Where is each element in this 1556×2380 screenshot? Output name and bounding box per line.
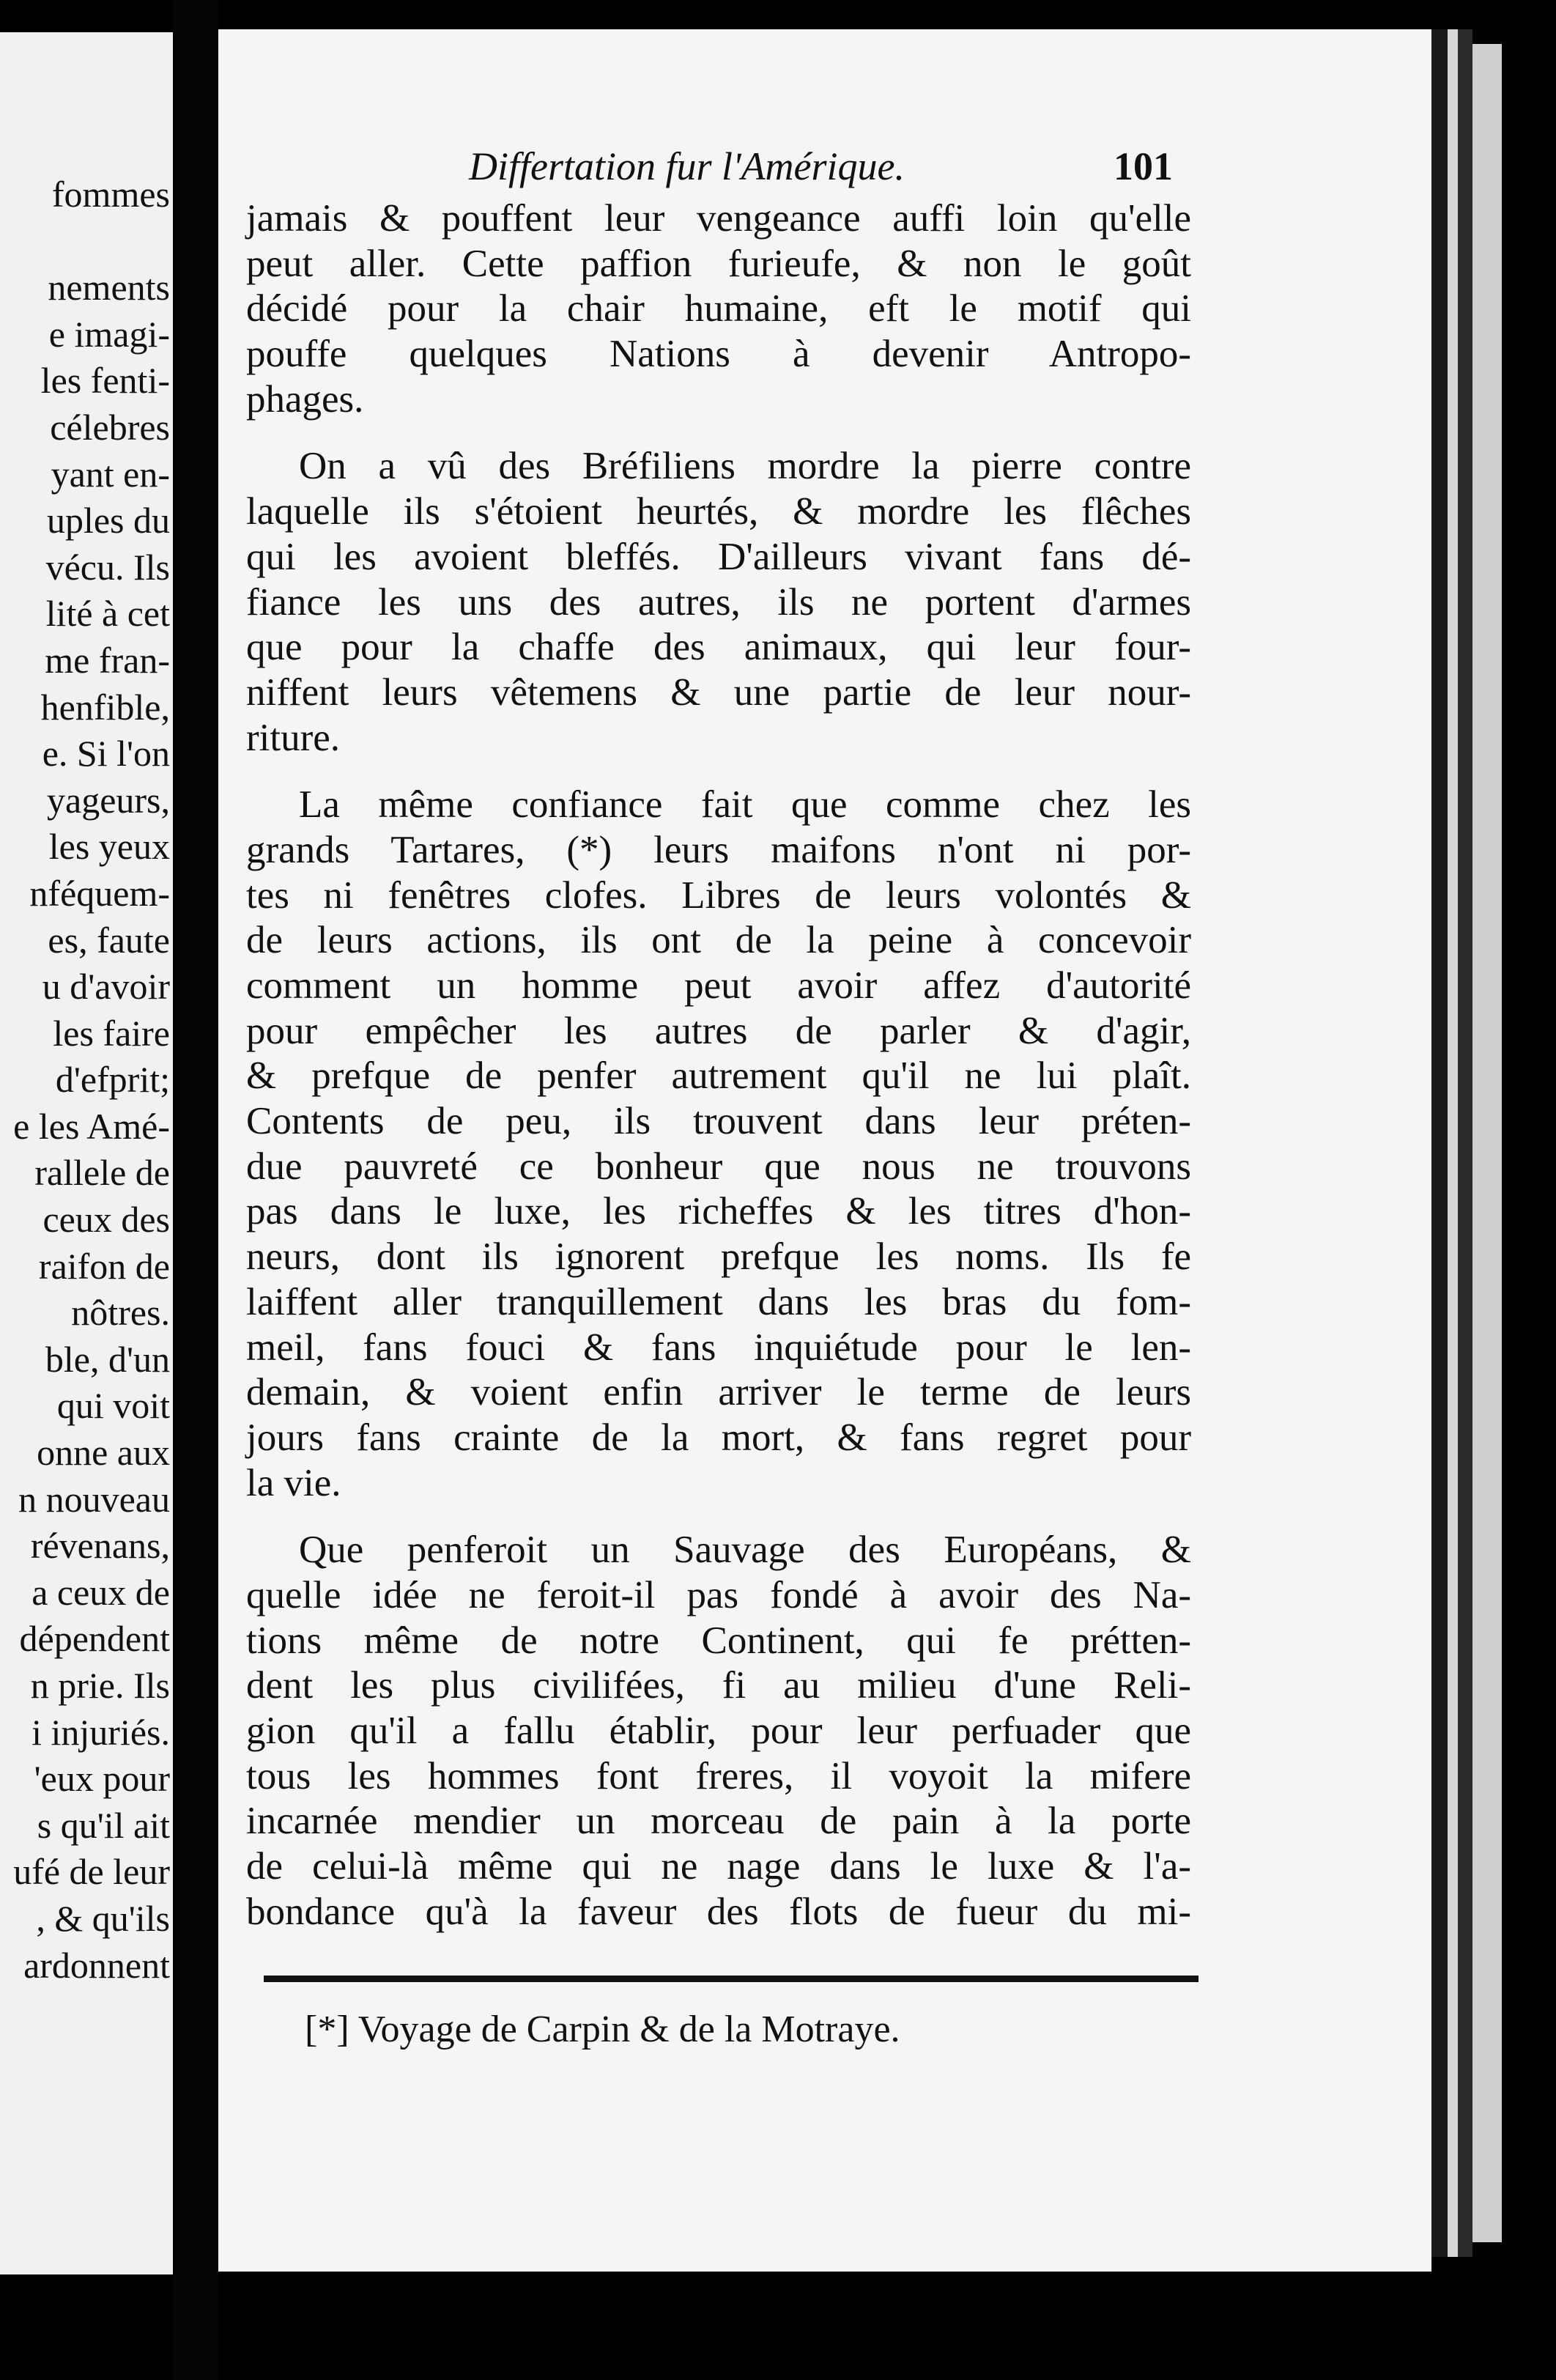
left-page-line: a ceux de bbox=[32, 1571, 170, 1613]
left-page-line: me fran- bbox=[45, 639, 170, 681]
text-line: pas dans le luxe, les richeffes & les titres d'hon- bbox=[246, 1190, 1191, 1233]
left-page-line: u d'avoir bbox=[42, 966, 170, 1008]
left-page-line: ufé de leur bbox=[13, 1851, 170, 1893]
left-page-line: ble, d'un bbox=[45, 1338, 170, 1380]
text-line: tions même de notre Continent, qui fe prétten- bbox=[246, 1619, 1191, 1662]
text-line: Que penferoit un Sauvage des Européans, & bbox=[299, 1529, 1191, 1572]
left-page bbox=[0, 32, 173, 2274]
text-line: & prefque de penfer autrement qu'il ne lui plaît. bbox=[246, 1054, 1191, 1098]
left-page-line: rallele de bbox=[34, 1152, 170, 1194]
paragraph bbox=[246, 196, 1191, 422]
left-page-line: nements bbox=[48, 267, 170, 308]
text-line: due pauvreté ce bonheur que nous ne trouvons bbox=[246, 1145, 1191, 1188]
left-page-line: raifon de bbox=[38, 1245, 170, 1287]
text-line: Contents de peu, ils trouvent dans leur préten- bbox=[246, 1100, 1191, 1143]
footnote-rule bbox=[264, 1976, 1199, 1982]
text-line: fiance les uns des autres, ils ne portent d'armes bbox=[246, 580, 1191, 624]
text-line: riture. bbox=[246, 716, 341, 759]
running-header bbox=[469, 144, 1201, 202]
text-line: tes ni fenêtres clofes. Libres de leurs volontés & bbox=[246, 873, 1191, 917]
paragraph-gap bbox=[246, 422, 1191, 444]
left-page-line: les yeux bbox=[48, 826, 170, 868]
left-page-line: dépendent bbox=[19, 1618, 170, 1660]
left-page-line: e les Amé- bbox=[13, 1105, 170, 1147]
page-edge bbox=[1431, 29, 1448, 2257]
text-line: dent les plus civilifées, fi au milieu d'une Reli- bbox=[246, 1664, 1191, 1707]
left-page-line: lité à cet bbox=[45, 593, 170, 635]
text-line: La même confiance fait que comme chez les bbox=[299, 783, 1191, 827]
footnote: [*] Voyage de Carpin & de la Motraye. bbox=[305, 2008, 900, 2050]
paragraph bbox=[246, 444, 1191, 761]
text-line: la vie. bbox=[246, 1461, 341, 1504]
left-page-line: fommes bbox=[51, 174, 170, 215]
left-page-line: 'eux pour bbox=[34, 1758, 170, 1800]
text-line: tous les hommes font freres, il voyoit la mifere bbox=[246, 1754, 1191, 1797]
left-page-line: ardonnent bbox=[23, 1944, 170, 1986]
paragraph-gap bbox=[246, 761, 1191, 783]
left-page-line: qui voit bbox=[56, 1385, 170, 1427]
left-page-line: i injuriés. bbox=[32, 1711, 170, 1753]
left-page-line: d'efprit; bbox=[55, 1059, 170, 1101]
left-page-line: n prie. Ils bbox=[30, 1665, 170, 1706]
text-line: incarnée mendier un morceau de pain à la porte bbox=[246, 1800, 1191, 1843]
left-page-line: yant en- bbox=[51, 453, 170, 495]
left-page-line: vécu. Ils bbox=[45, 546, 170, 588]
text-line: meil, fans fouci & fans inquiétude pour le len- bbox=[246, 1326, 1191, 1369]
text-line: demain, & voient enfin arriver le terme de leurs bbox=[246, 1371, 1191, 1414]
left-page-line: les fenti- bbox=[40, 360, 170, 402]
page-edge bbox=[1472, 44, 1502, 2242]
left-page-line: nôtres. bbox=[71, 1292, 170, 1334]
left-page-text bbox=[0, 171, 173, 1989]
text-line: comment un homme peut avoir affez d'autorité bbox=[246, 964, 1191, 1007]
left-page-line: révenans, bbox=[30, 1525, 170, 1567]
left-page-line: henfible, bbox=[40, 686, 170, 728]
text-line: de leurs actions, ils ont de la peine à concevoir bbox=[246, 919, 1191, 962]
text-line: On a vû des Bréfiliens mordre la pierre contre bbox=[299, 445, 1191, 488]
left-page-line: , & qu'ils bbox=[36, 1897, 170, 1939]
text-line: pour empêcher les autres de parler & d'agir, bbox=[246, 1009, 1191, 1052]
text-line: décidé pour la chair humaine, eft le motif qui bbox=[246, 287, 1191, 330]
body-text bbox=[246, 196, 1191, 1934]
paragraph bbox=[246, 1528, 1191, 1934]
paragraph bbox=[246, 783, 1191, 1506]
text-line: bondance qu'à la faveur des flots de fueur du mi- bbox=[246, 1890, 1191, 1933]
text-line: grands Tartares, (*) leurs maifons n'ont ni por- bbox=[246, 828, 1191, 871]
text-line: que pour la chaffe des animaux, qui leur four- bbox=[246, 626, 1191, 669]
text-line: laiffent aller tranquillement dans les bras du fom- bbox=[246, 1280, 1191, 1323]
text-line: qui les avoient bleffés. D'ailleurs vivant fans dé- bbox=[246, 535, 1191, 578]
text-line: peut aller. Cette paffion furieufe, & non le goût bbox=[246, 242, 1191, 285]
text-line: de celui-là même qui ne nage dans le luxe & l'a- bbox=[246, 1845, 1191, 1888]
text-line: neurs, dont ils ignorent prefque les noms. Ils fe bbox=[246, 1235, 1191, 1279]
left-page-line: e imagi- bbox=[48, 313, 170, 355]
left-page-line bbox=[0, 218, 173, 265]
page-edge bbox=[1458, 29, 1472, 2257]
text-line: gion qu'il a fallu établir, pour leur perfuader que bbox=[246, 1710, 1191, 1752]
left-page-line: yageurs, bbox=[47, 779, 170, 821]
left-page-line: les faire bbox=[53, 1012, 170, 1054]
left-page-line: célebres bbox=[50, 406, 170, 448]
book-gutter bbox=[173, 0, 218, 2380]
left-page-line: s qu'il ait bbox=[37, 1804, 170, 1846]
page-number: 101 bbox=[1114, 144, 1173, 188]
left-page-line: nféquem- bbox=[29, 872, 170, 914]
text-line: jours fans crainte de la mort, & fans regret pour bbox=[246, 1416, 1191, 1459]
left-page-line: e. Si l'on bbox=[42, 733, 170, 775]
text-line: niffent leurs vêtemens & une partie de leur nour- bbox=[246, 670, 1191, 714]
text-line: pouffe quelques Nations à devenir Antropo- bbox=[246, 333, 1191, 376]
text-line: laquelle ils s'étoient heurtés, & mordre les flêches bbox=[246, 490, 1191, 533]
text-line: quelle idée ne feroit-il pas fondé à avoir des Na- bbox=[246, 1573, 1191, 1616]
left-page-line: n nouveau bbox=[18, 1478, 170, 1520]
left-page-line: es, faute bbox=[48, 919, 170, 961]
text-line: phages. bbox=[246, 377, 364, 421]
left-page-line: onne aux bbox=[37, 1432, 170, 1474]
left-page-line: ceux des bbox=[42, 1199, 170, 1241]
left-page-line: uples du bbox=[46, 500, 170, 542]
text-line: jamais & pouffent leur vengeance auffi loin qu'elle bbox=[246, 197, 1191, 240]
paragraph-gap bbox=[246, 1506, 1191, 1528]
running-title: Differtation fur l'Amérique. bbox=[469, 144, 905, 188]
page-edge bbox=[1448, 29, 1458, 2257]
